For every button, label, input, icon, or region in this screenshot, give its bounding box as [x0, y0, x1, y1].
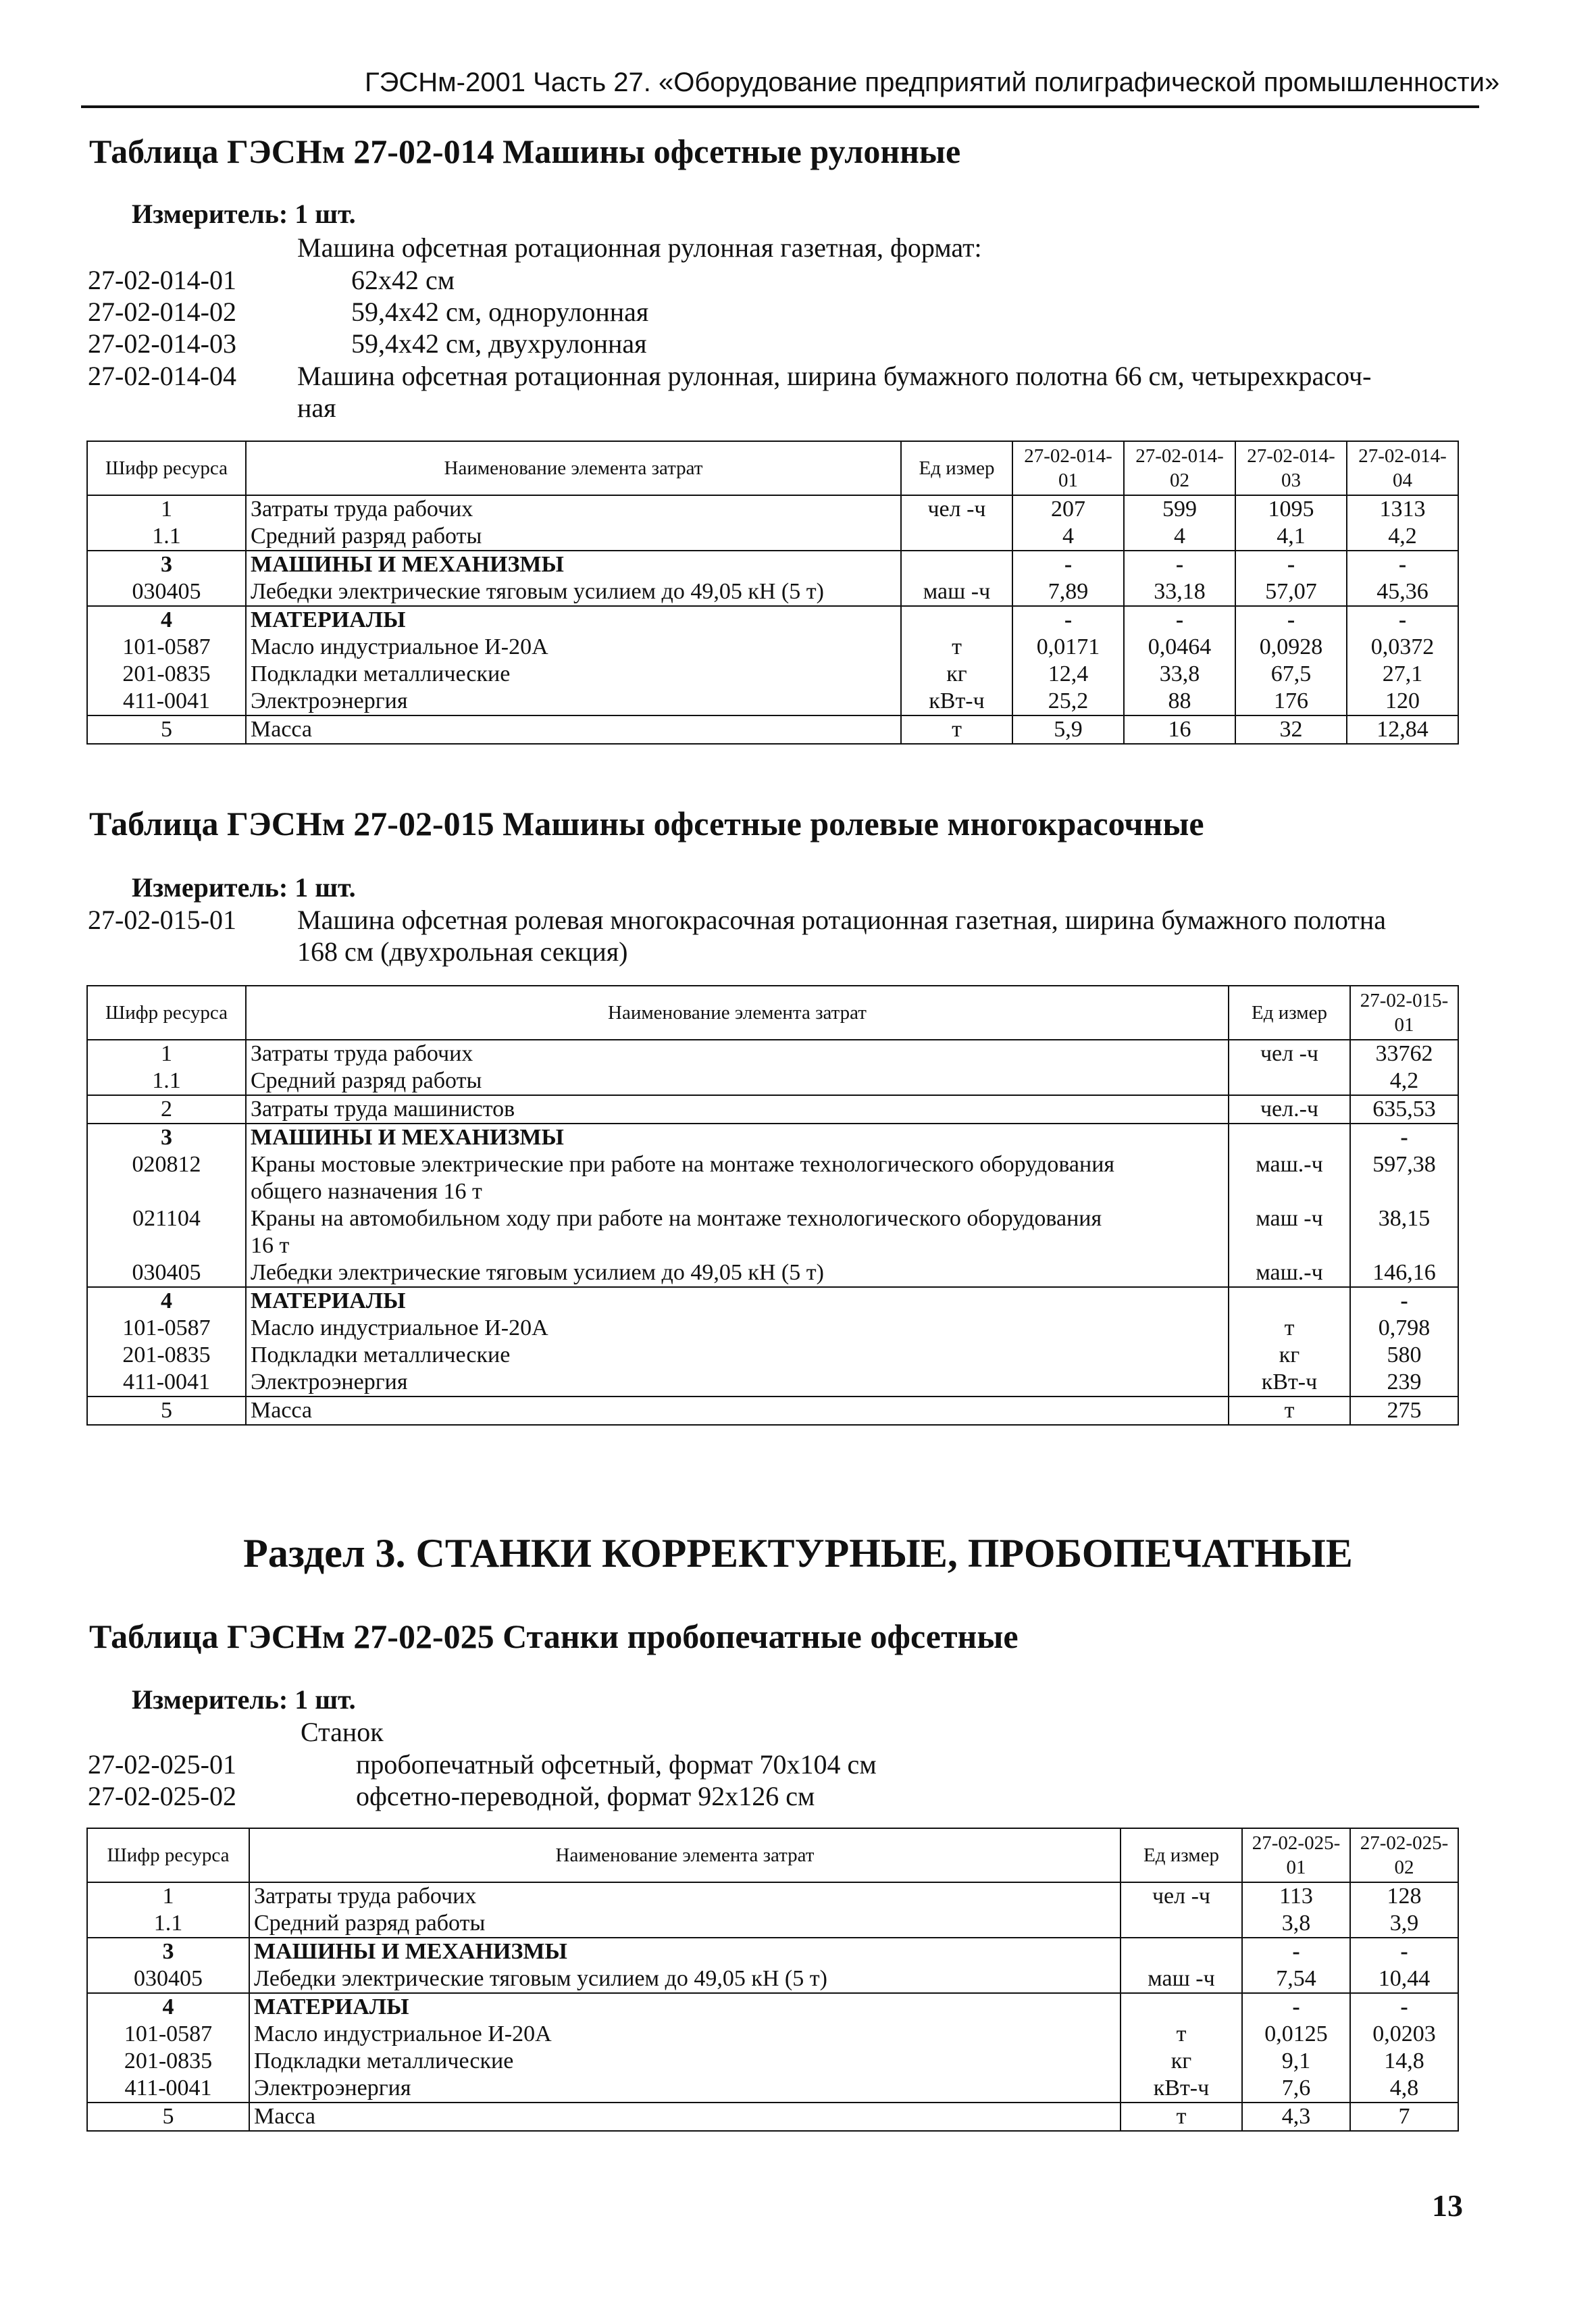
value: 38,15: [1350, 1205, 1458, 1259]
cost-element-name: Масло индустриальное И-20А: [246, 1315, 1229, 1342]
resource-code: 4: [87, 606, 246, 634]
table3-intro: Станок: [301, 1717, 384, 1747]
value: -: [1350, 1938, 1458, 1965]
resource-code: 1: [87, 1040, 246, 1067]
value: -: [1350, 1124, 1458, 1151]
value: 12,84: [1347, 715, 1458, 744]
table-row: [87, 523, 1458, 551]
cost-element-name: Средний разряд работы: [246, 1067, 1229, 1095]
table1-item-desc-cont: ная: [297, 393, 336, 423]
table3-measure: Измеритель: 1 шт.: [132, 1684, 356, 1715]
table-row: [87, 1910, 1458, 1938]
value: 9,1: [1242, 2048, 1350, 2075]
value: 0,0125: [1242, 2021, 1350, 2048]
table-row: [87, 661, 1458, 688]
table-row: [87, 578, 1458, 606]
table1-item-desc: 59,4х42 см, двухрулонная: [351, 328, 647, 359]
table-row: [87, 1397, 1458, 1425]
name-line: общего назначения 16 т: [251, 1179, 482, 1204]
name-line: Краны на автомобильном ходу при работе на монтаже технологического оборудования: [251, 1206, 1102, 1231]
table1-item-code: 27-02-014-01: [88, 265, 236, 295]
table-row: [87, 715, 1458, 744]
unit: [901, 551, 1012, 578]
value: -: [1347, 606, 1458, 634]
table-row: [87, 1067, 1458, 1095]
table1-item-desc: 62х42 см: [351, 265, 455, 295]
name-line: Краны мостовые электрические при работе на монтаже технологического оборудования: [251, 1152, 1115, 1177]
table-row: [87, 1315, 1458, 1342]
resource-code: 411-0041: [87, 2075, 249, 2103]
unit: [1229, 1124, 1350, 1151]
table1-title: Таблица ГЭСНм 27-02-014 Машины офсетные рулонные: [89, 132, 961, 170]
value: 4,2: [1350, 1067, 1458, 1095]
unit: т: [1229, 1397, 1350, 1425]
unit: [1121, 1910, 1242, 1938]
table3-item-desc: офсетно-переводной, формат 92х126 см: [356, 1781, 815, 1811]
page-number: 13: [1432, 2188, 1463, 2223]
column-header: 27-02-014-04: [1347, 441, 1458, 495]
table1-item-code: 27-02-014-03: [88, 328, 236, 359]
column-header: 27-02-014-03: [1235, 441, 1347, 495]
value: 33,8: [1124, 661, 1235, 688]
cost-element-name: Средний разряд работы: [246, 523, 901, 551]
value: 4,3: [1242, 2103, 1350, 2131]
unit: чел -ч: [901, 495, 1012, 523]
table2-item-desc: Машина офсетная ролевая многокрасочная ротационная газетная, ширина бумажного полотна: [297, 905, 1387, 935]
cost-element-name: МАШИНЫ И МЕХАНИЗМЫ: [249, 1938, 1121, 1965]
unit: [1229, 1067, 1350, 1095]
column-header: 27-02-025-01: [1242, 1828, 1350, 1882]
value: 128: [1350, 1882, 1458, 1910]
unit: маш.-ч: [1229, 1259, 1350, 1287]
value: 88: [1124, 688, 1235, 715]
cost-element-name: Затраты труда рабочих: [249, 1882, 1121, 1910]
table1-measure: Измеритель: 1 шт.: [132, 199, 356, 229]
table-row: [87, 1040, 1458, 1067]
unit: маш -ч: [1121, 1965, 1242, 1993]
value: -: [1012, 606, 1124, 634]
cost-element-name: МАТЕРИАЛЫ: [246, 1287, 1229, 1315]
unit: чел.-ч: [1229, 1095, 1350, 1124]
column-header: Наименование элемента затрат: [246, 986, 1229, 1040]
unit: [901, 523, 1012, 551]
cost-element-name: [246, 1151, 1229, 1205]
value: 10,44: [1350, 1965, 1458, 1993]
resource-code: 3: [87, 551, 246, 578]
table-row: [87, 1342, 1458, 1369]
value: 57,07: [1235, 578, 1347, 606]
resource-code: 3: [87, 1938, 249, 1965]
table3-item-desc: пробопечатный офсетный, формат 70х104 см: [356, 1749, 877, 1780]
column-header: Ед измер: [901, 441, 1012, 495]
resource-code: 1.1: [87, 523, 246, 551]
cost-element-name: Затраты труда рабочих: [246, 1040, 1229, 1067]
value: 580: [1350, 1342, 1458, 1369]
cost-element-name: Масса: [249, 2103, 1121, 2131]
value: -: [1124, 551, 1235, 578]
value: 207: [1012, 495, 1124, 523]
resource-code: 1: [87, 495, 246, 523]
column-header: Шифр ресурса: [87, 1828, 249, 1882]
cost-element-name: Подкладки металлические: [246, 1342, 1229, 1369]
table-row: [87, 2103, 1458, 2131]
value: 67,5: [1235, 661, 1347, 688]
table-row: [87, 1882, 1458, 1910]
value: -: [1235, 606, 1347, 634]
header-rule: [81, 105, 1479, 108]
cost-element-name: Средний разряд работы: [249, 1910, 1121, 1938]
value: 14,8: [1350, 2048, 1458, 2075]
resource-code: 3: [87, 1124, 246, 1151]
column-header: Ед измер: [1229, 986, 1350, 1040]
resource-code: 2: [87, 1095, 246, 1124]
unit: кг: [901, 661, 1012, 688]
table-row: [87, 1287, 1458, 1315]
unit: т: [1121, 2021, 1242, 2048]
resource-code: 030405: [87, 1259, 246, 1287]
table1-item-desc: Машина офсетная ротационная рулонная, ширина бумажного полотна 66 см, четырехкрасоч-: [297, 361, 1372, 391]
section-title: Раздел 3. СТАНКИ КОРРЕКТУРНЫЕ, ПРОБОПЕЧАТНЫЕ: [243, 1531, 1353, 1576]
table-row: [87, 495, 1458, 523]
value: 5,9: [1012, 715, 1124, 744]
cost-element-name: [246, 1205, 1229, 1259]
table-row: [87, 2048, 1458, 2075]
value: -: [1124, 606, 1235, 634]
table-row: [87, 2075, 1458, 2103]
table-row: [87, 2021, 1458, 2048]
table3-title: Таблица ГЭСНм 27-02-025 Станки пробопечатные офсетные: [89, 1617, 1019, 1655]
table1-grid: [86, 441, 1459, 745]
cost-element-name: Лебедки электрические тяговым усилием до 49,05 кН (5 т): [249, 1965, 1121, 1993]
value: 146,16: [1350, 1259, 1458, 1287]
unit: [901, 606, 1012, 634]
column-header: 27-02-025-02: [1350, 1828, 1458, 1882]
resource-code: 411-0041: [87, 1369, 246, 1397]
value: 239: [1350, 1369, 1458, 1397]
resource-code: 1.1: [87, 1067, 246, 1095]
value: 0,0928: [1235, 634, 1347, 661]
unit: кВт-ч: [1121, 2075, 1242, 2103]
unit: маш -ч: [1229, 1205, 1350, 1259]
table3-grid: [86, 1828, 1459, 2132]
table-row: [87, 688, 1458, 715]
unit: [1121, 1993, 1242, 2021]
table1-intro: Машина офсетная ротационная рулонная газетная, формат:: [297, 232, 982, 263]
column-header: Шифр ресурса: [87, 441, 246, 495]
cost-element-name: Масса: [246, 1397, 1229, 1425]
unit: т: [1121, 2103, 1242, 2131]
resource-code: 201-0835: [87, 2048, 249, 2075]
table-header-row: [87, 986, 1458, 1040]
value: -: [1350, 1993, 1458, 2021]
value: 113: [1242, 1882, 1350, 1910]
name-line: 16 т: [251, 1233, 290, 1258]
table1-item-desc: 59,4х42 см, однорулонная: [351, 297, 649, 327]
value: 120: [1347, 688, 1458, 715]
resource-code: 4: [87, 1287, 246, 1315]
cost-element-name: МАШИНЫ И МЕХАНИЗМЫ: [246, 551, 901, 578]
cost-element-name: Подкладки металлические: [249, 2048, 1121, 2075]
unit: кг: [1121, 2048, 1242, 2075]
value: 1313: [1347, 495, 1458, 523]
column-header: 27-02-014-01: [1012, 441, 1124, 495]
value: 176: [1235, 688, 1347, 715]
unit: маш.-ч: [1229, 1151, 1350, 1205]
resource-code: 5: [87, 1397, 246, 1425]
resource-code: 5: [87, 715, 246, 744]
table-row: [87, 1124, 1458, 1151]
value: 7,6: [1242, 2075, 1350, 2103]
value: 599: [1124, 495, 1235, 523]
value: -: [1350, 1287, 1458, 1315]
cost-element-name: Масло индустриальное И-20А: [246, 634, 901, 661]
value: 4,2: [1347, 523, 1458, 551]
table-row: [87, 1205, 1458, 1259]
table-header-row: [87, 441, 1458, 495]
unit: т: [901, 715, 1012, 744]
resource-code: 201-0835: [87, 1342, 246, 1369]
value: 635,53: [1350, 1095, 1458, 1124]
cost-element-name: Лебедки электрические тяговым усилием до 49,05 кН (5 т): [246, 578, 901, 606]
table2-title: Таблица ГЭСНм 27-02-015 Машины офсетные ролевые многокрасочные: [89, 805, 1204, 842]
table-row: [87, 634, 1458, 661]
table-row: [87, 1965, 1458, 1993]
cost-element-name: Масса: [246, 715, 901, 744]
table3-item-code: 27-02-025-02: [88, 1781, 236, 1811]
value: 33,18: [1124, 578, 1235, 606]
table2-item-code: 27-02-015-01: [88, 905, 236, 935]
cost-element-name: Масло индустриальное И-20А: [249, 2021, 1121, 2048]
value: 0,0203: [1350, 2021, 1458, 2048]
table-row: [87, 1259, 1458, 1287]
table3-item-code: 27-02-025-01: [88, 1749, 236, 1780]
column-header: Ед измер: [1121, 1828, 1242, 1882]
value: 4: [1012, 523, 1124, 551]
value: 33762: [1350, 1040, 1458, 1067]
column-header: Шифр ресурса: [87, 986, 246, 1040]
column-header: Наименование элемента затрат: [249, 1828, 1121, 1882]
value: 16: [1124, 715, 1235, 744]
value: 4,1: [1235, 523, 1347, 551]
unit: т: [901, 634, 1012, 661]
value: 32: [1235, 715, 1347, 744]
value: 27,1: [1347, 661, 1458, 688]
resource-code: 030405: [87, 1965, 249, 1993]
resource-code: 411-0041: [87, 688, 246, 715]
unit: [1229, 1287, 1350, 1315]
table-row: [87, 1938, 1458, 1965]
value: 7,89: [1012, 578, 1124, 606]
resource-code: 101-0587: [87, 634, 246, 661]
cost-element-name: Электроэнергия: [246, 1369, 1229, 1397]
column-header: 27-02-015-01: [1350, 986, 1458, 1040]
unit: чел -ч: [1229, 1040, 1350, 1067]
value: -: [1347, 551, 1458, 578]
unit: т: [1229, 1315, 1350, 1342]
resource-code: 101-0587: [87, 1315, 246, 1342]
value: -: [1012, 551, 1124, 578]
unit: кВт-ч: [1229, 1369, 1350, 1397]
value: 12,4: [1012, 661, 1124, 688]
resource-code: 101-0587: [87, 2021, 249, 2048]
cost-element-name: МАШИНЫ И МЕХАНИЗМЫ: [246, 1124, 1229, 1151]
table-row: [87, 1369, 1458, 1397]
table-row: [87, 1993, 1458, 2021]
table-header-row: [87, 1828, 1458, 1882]
table-row: [87, 551, 1458, 578]
cost-element-name: Затраты труда машинистов: [246, 1095, 1229, 1124]
value: 4,8: [1350, 2075, 1458, 2103]
cost-element-name: МАТЕРИАЛЫ: [246, 606, 901, 634]
value: 3,8: [1242, 1910, 1350, 1938]
value: 3,9: [1350, 1910, 1458, 1938]
table2-measure: Измеритель: 1 шт.: [132, 872, 356, 903]
value: 7,54: [1242, 1965, 1350, 1993]
resource-code: 201-0835: [87, 661, 246, 688]
column-header: 27-02-014-02: [1124, 441, 1235, 495]
table1-item-code: 27-02-014-04: [88, 361, 236, 391]
value: 0,798: [1350, 1315, 1458, 1342]
unit: чел -ч: [1121, 1882, 1242, 1910]
resource-code: 021104: [87, 1205, 246, 1259]
value: -: [1242, 1938, 1350, 1965]
unit: [1121, 1938, 1242, 1965]
cost-element-name: Подкладки металлические: [246, 661, 901, 688]
resource-code: 5: [87, 2103, 249, 2131]
resource-code: 1: [87, 1882, 249, 1910]
table-row: [87, 606, 1458, 634]
value: -: [1242, 1993, 1350, 2021]
value: -: [1235, 551, 1347, 578]
table2-grid: [86, 985, 1459, 1426]
column-header: Наименование элемента затрат: [246, 441, 901, 495]
value: 275: [1350, 1397, 1458, 1425]
value: 597,38: [1350, 1151, 1458, 1205]
value: 1095: [1235, 495, 1347, 523]
value: 4: [1124, 523, 1235, 551]
resource-code: 1.1: [87, 1910, 249, 1938]
running-header: ГЭСНм-2001 Часть 27. «Оборудование предприятий полиграфической промышленности»: [365, 68, 1500, 97]
cost-element-name: Лебедки электрические тяговым усилием до 49,05 кН (5 т): [246, 1259, 1229, 1287]
table1-item-code: 27-02-014-02: [88, 297, 236, 327]
unit: кВт-ч: [901, 688, 1012, 715]
value: 25,2: [1012, 688, 1124, 715]
table-row: [87, 1095, 1458, 1124]
resource-code: 020812: [87, 1151, 246, 1205]
value: 0,0372: [1347, 634, 1458, 661]
value: 45,36: [1347, 578, 1458, 606]
cost-element-name: Электроэнергия: [246, 688, 901, 715]
cost-element-name: Затраты труда рабочих: [246, 495, 901, 523]
resource-code: 030405: [87, 578, 246, 606]
unit: маш -ч: [901, 578, 1012, 606]
value: 7: [1350, 2103, 1458, 2131]
unit: кг: [1229, 1342, 1350, 1369]
cost-element-name: Электроэнергия: [249, 2075, 1121, 2103]
value: 0,0171: [1012, 634, 1124, 661]
value: 0,0464: [1124, 634, 1235, 661]
resource-code: 4: [87, 1993, 249, 2021]
cost-element-name: МАТЕРИАЛЫ: [249, 1993, 1121, 2021]
table2-item-desc-cont: 168 см (двухрольная секция): [297, 936, 628, 967]
table-row: [87, 1151, 1458, 1205]
